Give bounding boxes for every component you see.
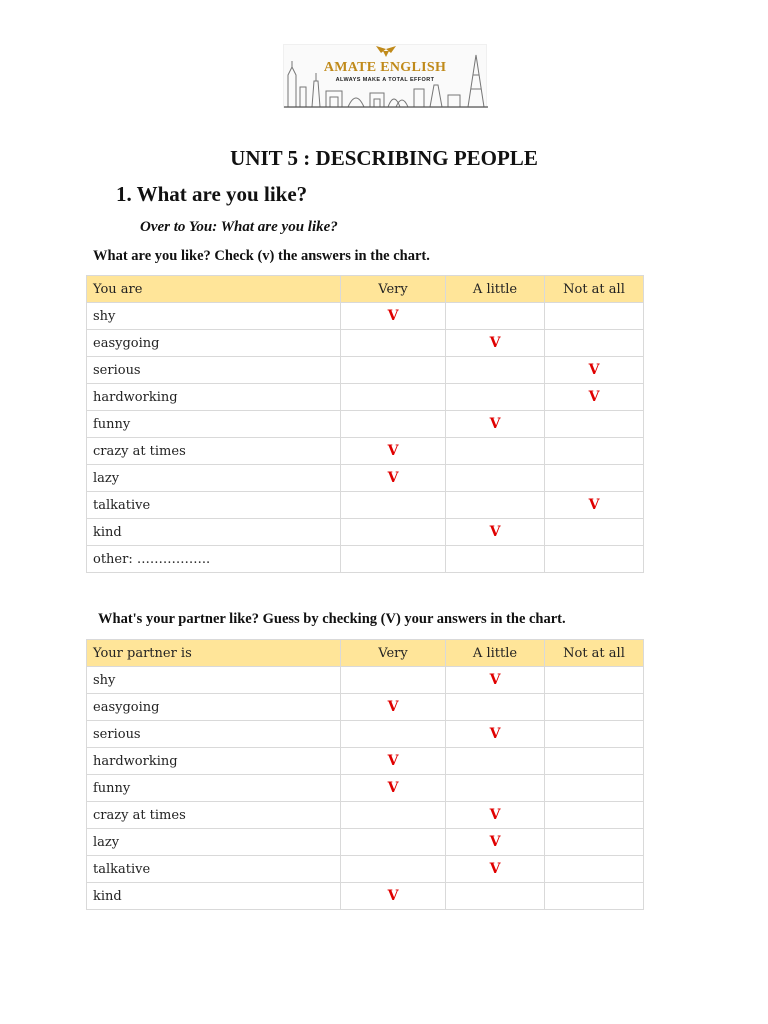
logo-title: AMATE ENGLISH <box>323 60 447 75</box>
check-mark: V <box>489 335 501 351</box>
section-subtitle: Over to You: What are you like? <box>140 219 338 235</box>
not-at-all-cell[interactable] <box>545 721 644 748</box>
table-row <box>87 357 644 384</box>
not-at-all-cell[interactable] <box>545 303 644 330</box>
unit-title: UNIT 5 : DESCRIBING PEOPLE <box>230 146 538 170</box>
very-cell[interactable] <box>341 829 446 856</box>
trait-cell: shy <box>87 667 341 694</box>
logo-tagline: ALWAYS MAKE A TOTAL EFFORT <box>335 77 435 83</box>
check-mark: V <box>489 861 501 877</box>
check-mark: V <box>387 753 399 769</box>
very-cell[interactable] <box>341 802 446 829</box>
not-at-all-cell[interactable] <box>545 465 644 492</box>
table-row <box>87 721 644 748</box>
table-row <box>87 829 644 856</box>
very-cell[interactable] <box>341 303 446 330</box>
not-at-all-cell[interactable] <box>545 519 644 546</box>
a-little-cell[interactable] <box>446 492 545 519</box>
section-title: 1. What are you like? <box>116 182 308 206</box>
very-cell[interactable] <box>341 667 446 694</box>
not-at-all-cell[interactable] <box>545 883 644 910</box>
trait-cell: serious <box>87 357 341 384</box>
chart2-instruction: What's your partner like? Guess by checking (V) your answers in the chart. <box>98 611 566 627</box>
trait-cell: lazy <box>87 829 341 856</box>
not-at-all-cell[interactable] <box>545 546 644 573</box>
check-mark: V <box>489 524 501 540</box>
chart-header-row <box>87 640 644 667</box>
a-little-cell[interactable] <box>446 802 545 829</box>
a-little-cell[interactable] <box>446 694 545 721</box>
check-mark: V <box>387 780 399 796</box>
a-little-cell[interactable] <box>446 303 545 330</box>
very-cell[interactable] <box>341 492 446 519</box>
partner-description-chart <box>86 639 644 910</box>
not-at-all-cell[interactable] <box>545 802 644 829</box>
a-little-cell[interactable] <box>446 438 545 465</box>
not-at-all-cell[interactable] <box>545 775 644 802</box>
very-cell[interactable] <box>341 546 446 573</box>
very-cell[interactable] <box>341 721 446 748</box>
trait-cell: easygoing <box>87 330 341 357</box>
amate-english-logo <box>283 44 487 108</box>
very-cell[interactable] <box>341 357 446 384</box>
table-row <box>87 802 644 829</box>
check-mark: V <box>387 470 399 486</box>
not-at-all-cell[interactable] <box>545 694 644 721</box>
a-little-cell[interactable] <box>446 330 545 357</box>
not-at-all-cell[interactable] <box>545 438 644 465</box>
a-little-cell[interactable] <box>446 667 545 694</box>
a-little-cell[interactable] <box>446 721 545 748</box>
table-row <box>87 775 644 802</box>
a-little-cell[interactable] <box>446 883 545 910</box>
chart-header-row <box>87 276 644 303</box>
very-cell[interactable] <box>341 748 446 775</box>
very-cell[interactable] <box>341 883 446 910</box>
not-at-all-cell[interactable] <box>545 856 644 883</box>
check-mark: V <box>588 389 600 405</box>
check-mark: V <box>489 726 501 742</box>
trait-cell: kind <box>87 519 341 546</box>
trait-cell: other: …………….. <box>87 546 341 573</box>
trait-cell: easygoing <box>87 694 341 721</box>
check-mark: V <box>489 834 501 850</box>
header-very: Very <box>341 276 446 303</box>
very-cell[interactable] <box>341 438 446 465</box>
check-mark: V <box>489 416 501 432</box>
table-row <box>87 303 644 330</box>
header-trait: You are <box>87 276 341 303</box>
a-little-cell[interactable] <box>446 546 545 573</box>
a-little-cell[interactable] <box>446 384 545 411</box>
not-at-all-cell[interactable] <box>545 384 644 411</box>
table-row <box>87 465 644 492</box>
a-little-cell[interactable] <box>446 775 545 802</box>
a-little-cell[interactable] <box>446 829 545 856</box>
table-row <box>87 438 644 465</box>
table-row <box>87 694 644 721</box>
very-cell[interactable] <box>341 856 446 883</box>
check-mark: V <box>387 888 399 904</box>
not-at-all-cell[interactable] <box>545 411 644 438</box>
table-row <box>87 883 644 910</box>
table-row <box>87 546 644 573</box>
very-cell[interactable] <box>341 519 446 546</box>
trait-cell: funny <box>87 775 341 802</box>
trait-cell: lazy <box>87 465 341 492</box>
very-cell[interactable] <box>341 465 446 492</box>
header-trait: Your partner is <box>87 640 341 667</box>
table-row <box>87 384 644 411</box>
very-cell[interactable] <box>341 694 446 721</box>
table-row <box>87 519 644 546</box>
table-row <box>87 330 644 357</box>
trait-cell: shy <box>87 303 341 330</box>
a-little-cell[interactable] <box>446 519 545 546</box>
a-little-cell[interactable] <box>446 748 545 775</box>
trait-cell: crazy at times <box>87 438 341 465</box>
not-at-all-cell[interactable] <box>545 492 644 519</box>
not-at-all-cell[interactable] <box>545 748 644 775</box>
table-row <box>87 856 644 883</box>
trait-cell: crazy at times <box>87 802 341 829</box>
very-cell[interactable] <box>341 775 446 802</box>
trait-cell: kind <box>87 883 341 910</box>
check-mark: V <box>387 308 399 324</box>
header-not-at-all: Not at all <box>545 640 644 667</box>
check-mark: V <box>489 672 501 688</box>
self-description-chart <box>86 275 644 573</box>
header-very: Very <box>341 640 446 667</box>
trait-cell: talkative <box>87 856 341 883</box>
a-little-cell[interactable] <box>446 856 545 883</box>
very-cell[interactable] <box>341 330 446 357</box>
table-row <box>87 748 644 775</box>
not-at-all-cell[interactable] <box>545 357 644 384</box>
check-mark: V <box>588 497 600 513</box>
check-mark: V <box>387 699 399 715</box>
very-cell[interactable] <box>341 384 446 411</box>
a-little-cell[interactable] <box>446 465 545 492</box>
trait-cell: serious <box>87 721 341 748</box>
very-cell[interactable] <box>341 411 446 438</box>
header-a-little: A little <box>446 276 545 303</box>
check-mark: V <box>387 443 399 459</box>
table-row <box>87 411 644 438</box>
not-at-all-cell[interactable] <box>545 667 644 694</box>
table-row <box>87 667 644 694</box>
header-not-at-all: Not at all <box>545 276 644 303</box>
trait-cell: funny <box>87 411 341 438</box>
header-a-little: A little <box>446 640 545 667</box>
chart1-instruction: What are you like? Check (v) the answers in the chart. <box>93 248 430 264</box>
check-mark: V <box>489 807 501 823</box>
trait-cell: hardworking <box>87 748 341 775</box>
trait-cell: hardworking <box>87 384 341 411</box>
a-little-cell[interactable] <box>446 411 545 438</box>
not-at-all-cell[interactable] <box>545 330 644 357</box>
check-mark: V <box>588 362 600 378</box>
a-little-cell[interactable] <box>446 357 545 384</box>
table-row <box>87 492 644 519</box>
trait-cell: talkative <box>87 492 341 519</box>
not-at-all-cell[interactable] <box>545 829 644 856</box>
